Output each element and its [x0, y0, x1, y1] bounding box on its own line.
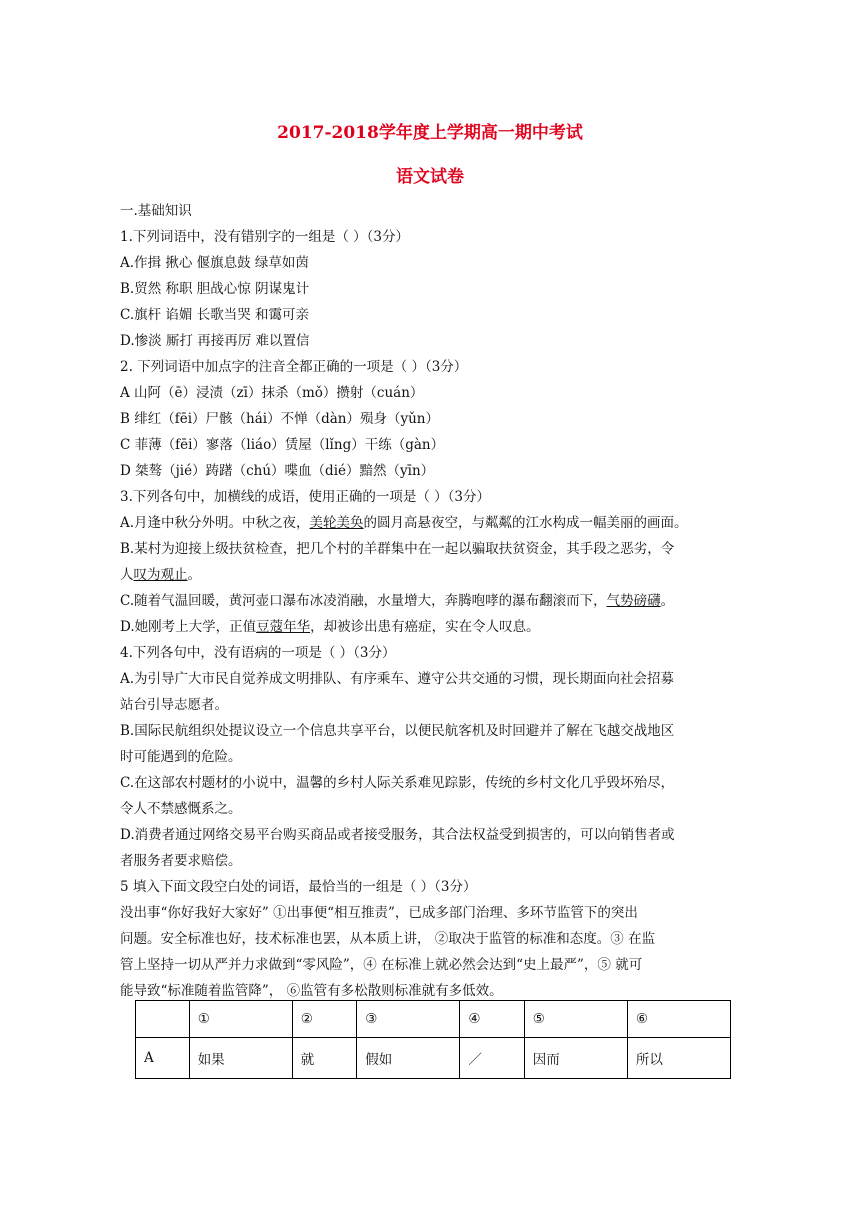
question-2-option-a: A 山阿（ē）浸渍（zī）抹杀（mǒ）攒射（cuán） [120, 385, 424, 401]
question-4-option-b-line2: 时可能遇到的危险。 [120, 749, 242, 765]
underlined-idiom: 叹为观止 [133, 567, 188, 583]
table-cell [136, 1001, 190, 1038]
text-segment: 。 [187, 567, 201, 583]
question-5: 5 填入下面文段空白处的词语，最恰当的一组是（ ）（3分） [120, 879, 477, 895]
section-heading: 一.基础知识 [120, 203, 192, 219]
table-cell: ④ [460, 1001, 524, 1038]
table-cell: ⑤ [524, 1001, 627, 1038]
question-5-passage-line4: 能导致“标准随着监管降”， ⑥监管有多松散则标准就有多低效。 [120, 983, 503, 999]
question-5-passage-line2: 问题。安全标准也好，技术标准也罢，从本质上讲， ②取决于监管的标准和态度。③ 在监 [120, 931, 656, 947]
underlined-idiom: 豆蔻年华 [256, 619, 311, 635]
text-segment: 人 [120, 567, 134, 583]
question-4-option-d-line1: D.消费者通过网络交易平台购买商品或者接受服务，其合法权益受到损害的，可以向销售者或 [120, 827, 675, 843]
table-cell: ③ [357, 1001, 460, 1038]
question-3-option-c [120, 591, 674, 611]
text-segment: A.月逢中秋分外明。中秋之夜， [120, 515, 310, 531]
question-3-option-a [120, 513, 688, 533]
question-4-option-a-line2: 站台引导志愿者。 [120, 697, 228, 713]
text-segment: ，却被诊出患有癌症，实在令人叹息。 [310, 619, 540, 635]
question-4-option-c-line2: 令人不禁感慨系之。 [120, 801, 242, 817]
table-cell: 所以 [627, 1038, 730, 1079]
question-1-option-c: C.旗杆 谄媚 长歌当哭 和霭可亲 [120, 307, 310, 323]
exam-subtitle: 语文试卷 [396, 167, 464, 187]
question-4-option-b-line1: B.国际民航组织处提议设立一个信息共享平台，以便民航客机及时回避并了解在飞越交战地区 [120, 723, 675, 739]
table-header-row [136, 1001, 731, 1038]
question-3-option-b-line1: B.某村为迎接上级扶贫检查，把几个村的羊群集中在一起以骗取扶贫资金，其手段之恶劣，令 [120, 541, 675, 557]
question-4-option-a-line1: A.为引导广大市民自觉养成文明排队、有序乘车、遵守公共交通的习惯，现长期面向社会招募 [120, 671, 675, 687]
question-3-option-b-line2 [120, 565, 201, 585]
text-segment: D.她刚考上大学，正值 [120, 619, 257, 635]
table-cell: A [136, 1038, 190, 1079]
table-row [136, 1038, 731, 1079]
question-3-option-d [120, 617, 540, 637]
question-4-option-c-line1: C.在这部农村题材的小说中，温馨的乡村人际关系难见踪影，传统的乡村文化几乎毁坏殆尽， [120, 775, 675, 791]
question-4-option-d-line2: 者服务者要求赔偿。 [120, 853, 242, 869]
underlined-idiom: 气势磅礴 [606, 593, 661, 609]
table-cell: ⑥ [627, 1001, 730, 1038]
text-segment: C.随着气温回暖，黄河壶口瀑布冰凌消融，水量增大，奔腾咆哮的瀑布翻滚而下， [120, 593, 607, 609]
table-cell: 因而 [524, 1038, 627, 1079]
question-2-option-b: B 绯红（fēi）尸骸（hái）不惮（dàn）殒身（yǔn） [120, 411, 439, 427]
question-1-option-b: B.贸然 称职 胆战心惊 阴谋鬼计 [120, 281, 310, 297]
table-cell: ／ [460, 1038, 524, 1079]
text-segment: 。 [660, 593, 675, 609]
table-cell: 假如 [357, 1038, 460, 1079]
table-cell: ① [189, 1001, 292, 1038]
question-5-passage-line3: 管上坚持一切从严并力求做到“零风险”，④ 在标准上就必然会达到“史上最严”，⑤ 就可 [120, 957, 643, 973]
text-segment: 的圆月高悬夜空，与粼粼的江水构成一幅美丽的画面。 [363, 515, 688, 531]
question-2-option-c: C 菲薄（fēi）寥落（liáo）赁屋（lǐng）干练（gàn） [120, 437, 445, 453]
table-cell: 就 [292, 1038, 356, 1079]
question-2: 2. 下列词语中加点字的注音全都正确的一项是（ ）（3分） [120, 359, 468, 375]
question-5-passage-line1: 没出事“你好我好大家好” ①出事便“相互推责”，已成多部门治理、多环节监管下的突出 [120, 905, 638, 921]
question-3: 3.下列各句中，加横线的成语，使用正确的一项是（ ）（3分） [120, 489, 491, 505]
underlined-idiom: 美轮美奂 [309, 515, 364, 531]
question-2-option-d: D 桀骜（jié）踌躇（chú）喋血（dié）黯然（yīn） [120, 463, 435, 479]
question-4: 4.下列各句中，没有语病的一项是（ ）（3分） [120, 645, 396, 661]
question-1-option-d: D.惨淡 厮打 再接再厉 难以置信 [120, 333, 310, 349]
table-cell: ② [292, 1001, 356, 1038]
answer-options-table [135, 1000, 731, 1079]
question-1: 1.下列词语中，没有错别字的一组是（ ）（3分） [120, 229, 410, 245]
exam-title: 2017-2018学年度上学期高一期中考试 [277, 123, 583, 143]
table-cell: 如果 [189, 1038, 292, 1079]
question-1-option-a: A.作揖 揪心 偃旗息鼓 绿草如茵 [120, 255, 309, 271]
